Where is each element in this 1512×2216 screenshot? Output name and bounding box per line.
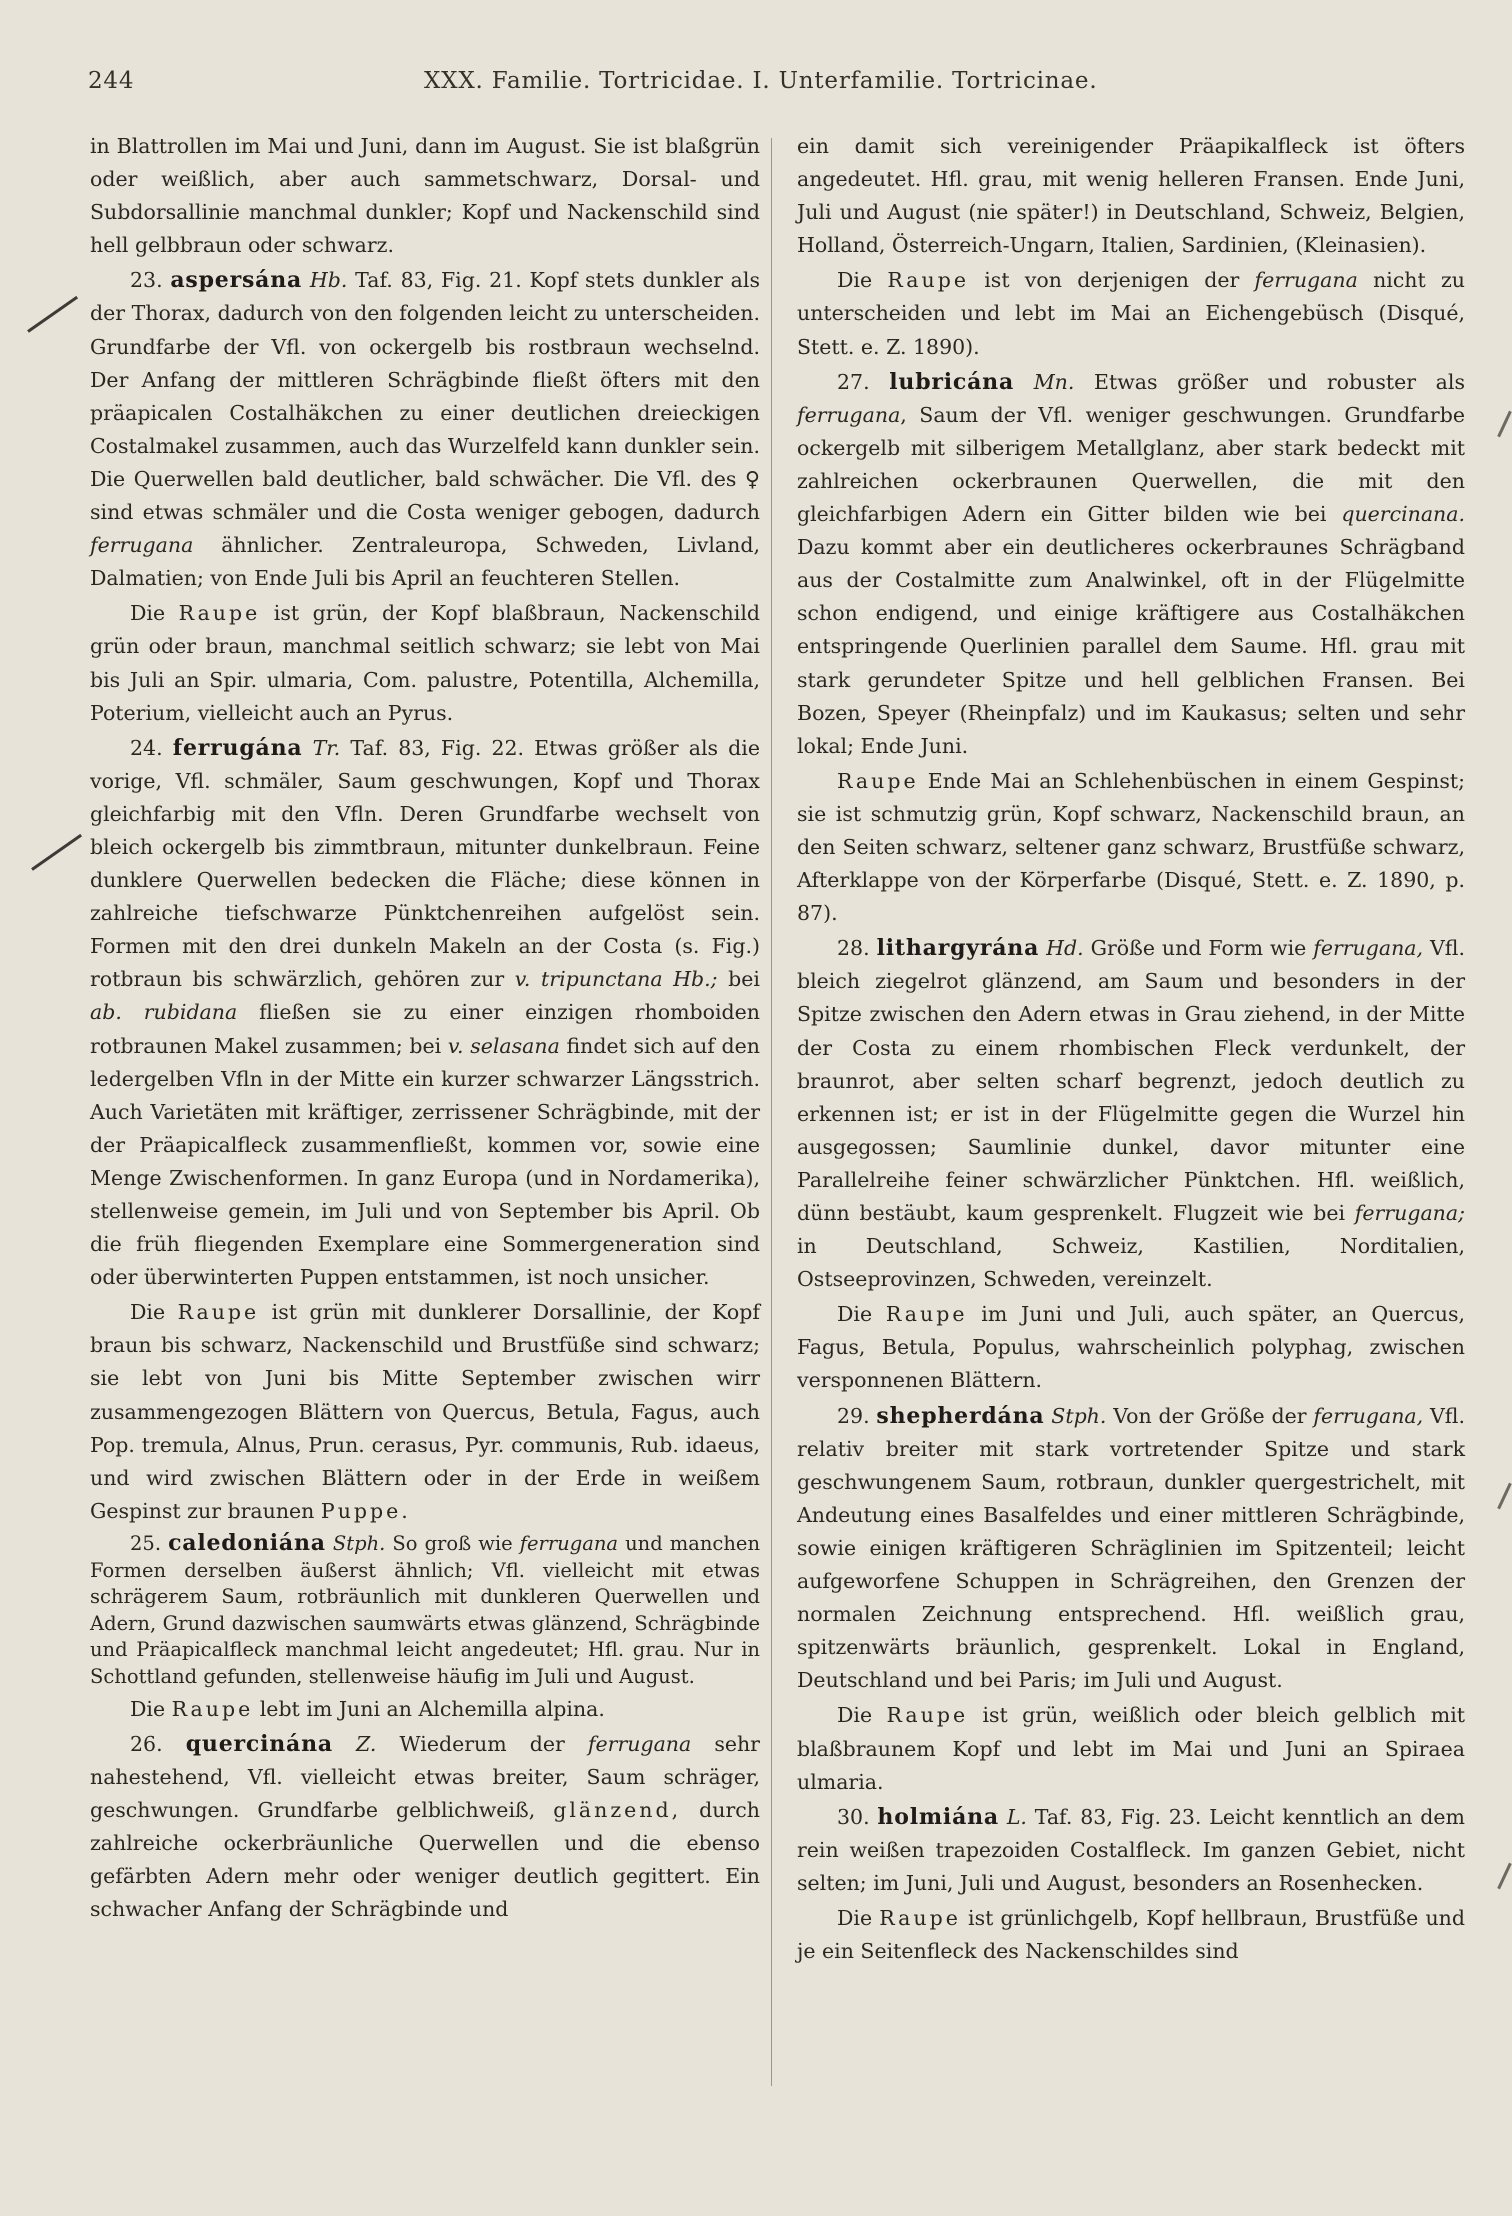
species-entry-23: 23. aspersána Hb. Taf. 83, Fig. 21. Kopf stets dunkler als der Thorax, dadurch von den folgenden leicht zu unterscheiden. Grundfarbe der Vfl. von ockergelb bis rostbraun wechselnd. Der Anfang der mittleren Schrägbinde fließt öfters mit den präapicalen Costalhäkchen zu einer deutlichen dreieckigen Costalmakel zusammen, auch das Wurzelfeld kann dunkler sein. Die Querwellen bald deutlicher, bald schwächer. Die Vfl. des ♀ sind etwas schmäler und die Costa weniger gebogen, dadurch ferrugana ähnlicher. Zentraleuropa, Schweden, Livland, Dalmatien; von Ende Juli bis April an feuchteren Stellen.: [90, 267, 760, 591]
species-entry-29: 29. shepherdána Stph. Von der Größe der ferrugana, Vfl. relativ breiter mit stark vortretender Spitze und stark geschwungenem Saum, rotbraun, dunkler quergestrichelt, mit Andeutung eines Basalfeldes und einer mittleren Schrägbinde, sowie einigen kräftigeren Schräglinien im Spitzenteil; leicht aufgeworfene Schuppen in Schrägreihen, den Grenzen der normalen Zeichnung entsprechend. Hfl. weißlich grau, spitzenwärts bräunlich, gesprenkelt. Lokal in England, Deutschland und bei Paris; im Juli und August.: [797, 1402, 1465, 1693]
species-name: ferrugána: [172, 734, 303, 761]
species-author: L.: [1006, 1804, 1027, 1829]
species-name: holmiána: [877, 1803, 999, 1830]
species-entry-26: 26. quercinána Z. Wiederum der ferrugana sehr nahestehend, Vfl. vielleicht etwas breiter, Saum schräger, geschwungen. Grundfarbe gelblichweiß, glänzend, durch zahlreiche ockerbräunliche Querwellen und die ebenso gefärbten Adern mehr oder weniger deutlich gegittert. Ein schwacher Anfang der Schrägbinde und: [90, 1730, 760, 1922]
species-name: shepherdána: [876, 1402, 1045, 1429]
paragraph: in Blattrollen im Mai und Juni, dann im August. Sie ist blaßgrün oder weißlich, aber auch sammetschwarz, Dorsal- und Subdorsallinie manchmal dunkler; Kopf und Nackenschild sind hell gelbbraun oder schwarz.: [90, 134, 760, 258]
species-entry-30: 30. holmiána L. Taf. 83, Fig. 23. Leicht kenntlich an dem rein weißen trapezoiden Costalfleck. Im ganzen Gebiet, nicht selten; im Juni, Juli und August, besonders an Rosenhecken.: [797, 1803, 1465, 1895]
running-header: [88, 68, 1452, 108]
pencil-tick-mark: [31, 834, 82, 871]
larva-paragraph: Die Raupe ist von derjenigen der ferrugana nicht zu unterscheiden und lebt im Mai an Eichengebüsch (Disqué, Stett. e. Z. 1890).: [797, 268, 1466, 359]
species-name: aspersána: [170, 267, 303, 294]
species-author: Mn.: [1033, 369, 1075, 394]
species-author: Hb.: [309, 268, 348, 293]
right-column: [797, 130, 1465, 1970]
species-author: Tr.: [312, 735, 341, 760]
species-name: lubricána: [889, 368, 1015, 395]
larva-paragraph: Die Raupe ist grün, der Kopf blaßbraun, Nackenschild grün oder braun, manchmal seitlich schwarz; sie lebt von Mai bis Juli an Spir. ulmaria, Com. palustre, Potentilla, Alchemilla, Poterium, vielleicht auch an Pyrus.: [90, 601, 760, 725]
species-name: caledoniána: [168, 1529, 326, 1556]
page-number: 244: [88, 68, 135, 94]
running-title: XXX. Familie. Tortricidae. I. Unterfamilie. Tortricinae.: [424, 68, 1098, 94]
larva-paragraph: Die Raupe lebt im Juni an Alchemilla alpina.: [130, 1696, 605, 1721]
species-name: lithargyrána: [876, 935, 1040, 962]
species-author: Z.: [356, 1731, 377, 1756]
left-column: [90, 130, 760, 1928]
species-author: Hd.: [1046, 936, 1084, 961]
species-entry-27: 27. lubricána Mn. Etwas größer und robuster als ferrugana, Saum der Vfl. weniger geschwungen. Grundfarbe ockergelb mit silberigem Metallglanz, aber stark bedeckt mit zahlreichen ockerbraunen Querwellen, die mit den gleichfarbigen Adern ein Gitter bilden wie bei quercinana. Dazu kommt aber ein deutlicheres ockerbraunes Schrägband aus der Costalmitte zum Analwinkel, oft in der Flügelmitte schon endigend, und einige kräftigere aus Costalhäkchen entspringende Querlinien parallel dem Saume. Hfl. grau mit stark gerundeter Spitze und hell gelblichen Fransen. Bei Bozen, Speyer (Rheinpfalz) und im Kaukasus; selten und sehr lokal; Ende Juni.: [797, 368, 1465, 758]
larva-paragraph: Die Raupe ist grün, weißlich oder bleich gelblich mit blaßbraunem Kopf und lebt im Mai und Juni an Spiraea ulmaria.: [797, 1703, 1465, 1794]
species-entry-25: 25. caledoniána Stph. So groß wie ferrugana und manchen Formen derselben äußerst ähnlich; Vfl. vielleicht mit etwas schrägerem Saum, rotbräunlich mit dunkleren Querwellen und Adern, Grund dazwischen saumwärts etwas glänzend, Schrägbinde und Präapicalfleck manchmal leicht angedeutet; Hfl. grau. Nur in Schottland gefunden, stellenweise häufig im Juli und August.: [90, 1529, 761, 1688]
species-entry-24: 24. ferrugána Tr. Taf. 83, Fig. 22. Etwas größer als die vorige, Vfl. schmäler, Saum geschwungen, Kopf und Thorax gleichfarbig mit den Vfln. Deren Grundfarbe wechselt von bleich ockergelb bis zimmtbraun, mitunter dunkelbraun. Feine dunklere Querwellen bedecken die Fläche; diese können in zahlreiche tiefschwarze Pünktchenreihen aufgelöst sein. Formen mit den drei dunkeln Makeln an der Costa (s. Fig.) rotbraun bis schwärzlich, gehören zur v. tripunctana Hb.; bei ab. rubidana fließen sie zu einer einzigen rhomboiden rotbraunen Makel zusammen; bei v. selasana findet sich auf den ledergelben Vfln in der Mitte ein kurzer schwarzer Längsstrich. Auch Varietäten mit kräftiger, zerrissener Schrägbinde, mit der der Präapicalfleck zusammenfließt, kommen vor, sowie eine Menge Zwischenformen. In ganz Europa (und in Nordamerika), stellenweise gemein, im Juli und von September bis April. Ob die früh fliegenden Exemplare eine Sommergeneration sind oder überwinterten Puppen entstammen, ist noch unsicher.: [90, 734, 760, 1290]
larva-paragraph: Die Raupe ist grünlichgelb, Kopf hellbraun, Brustfüße und je ein Seitenfleck des Nackenschildes sind: [797, 1905, 1465, 1964]
margin-mark: [1497, 1863, 1512, 1890]
margin-mark: [1497, 411, 1512, 438]
larva-paragraph: Die Raupe im Juni und Juli, auch später, an Quercus, Fagus, Betula, Populus, wahrscheinlich polyphag, zwischen versponnenen Blättern.: [797, 1302, 1465, 1393]
species-author: Stph.: [332, 1531, 386, 1555]
larva-paragraph: Raupe Ende Mai an Schlehenbüschen in einem Gespinst; sie ist schmutzig grün, Kopf schwarz, Nackenschild braun, an den Seiten schwarz, seltener ganz schwarz, Brustfüße schwarz, Afterklappe von der Körperfarbe (Disqué, Stett. e. Z. 1890, p. 87).: [797, 768, 1465, 926]
larva-paragraph: Die Raupe ist grün mit dunklerer Dorsallinie, der Kopf braun bis schwarz, Nackenschild und Brustfüße sind schwarz; sie lebt von Juni bis Mitte September zwischen wirr zusammengezogen Blättern von Quercus, Betula, Fagus, auch Pop. tremula, Alnus, Prun. cerasus, Pyr. communis, Rub. idaeus, und wird zwischen Blättern oder in der Erde in weißem Gespinst zur braunen Puppe.: [90, 1300, 760, 1523]
column-divider: [771, 138, 772, 2086]
species-entry-28: 28. lithargyrána Hd. Größe und Form wie ferrugana, Vfl. bleich ziegelrot glänzend, am Saum und besonders in der Spitze zwischen den Adern etwas in Grau ziehend, in der Mitte der Costa zu einem rhombischen Fleck verdunkelt, der braunrot, aber selten scharf begrenzt, jedoch deutlich zu erkennen ist; er ist in der Flügelmitte gegen die Wurzel hin ausgegossen; Saumlinie dunkel, davor mitunter eine Parallelreihe feiner schwärzlicher Pünktchen. Hfl. weißlich, dünn bestäubt, kaum gesprenkelt. Flugzeit wie bei ferrugana; in Deutschland, Schweiz, Kastilien, Norditalien, Ostseeprovinzen, Schweden, vereinzelt.: [797, 935, 1465, 1292]
paragraph: ein damit sich vereinigender Präapikalfleck ist öfters angedeutet. Hfl. grau, mit wenig helleren Fransen. Ende Juni, Juli und August (nie später!) in Deutschland, Schweiz, Belgien, Holland, Österreich-Ungarn, Italien, Sardinien, (Kleinasien).: [797, 134, 1465, 258]
species-author: Stph.: [1051, 1403, 1107, 1428]
pencil-tick-mark: [27, 296, 78, 333]
margin-mark: [1497, 1483, 1512, 1510]
species-name: quercinána: [185, 1730, 333, 1757]
